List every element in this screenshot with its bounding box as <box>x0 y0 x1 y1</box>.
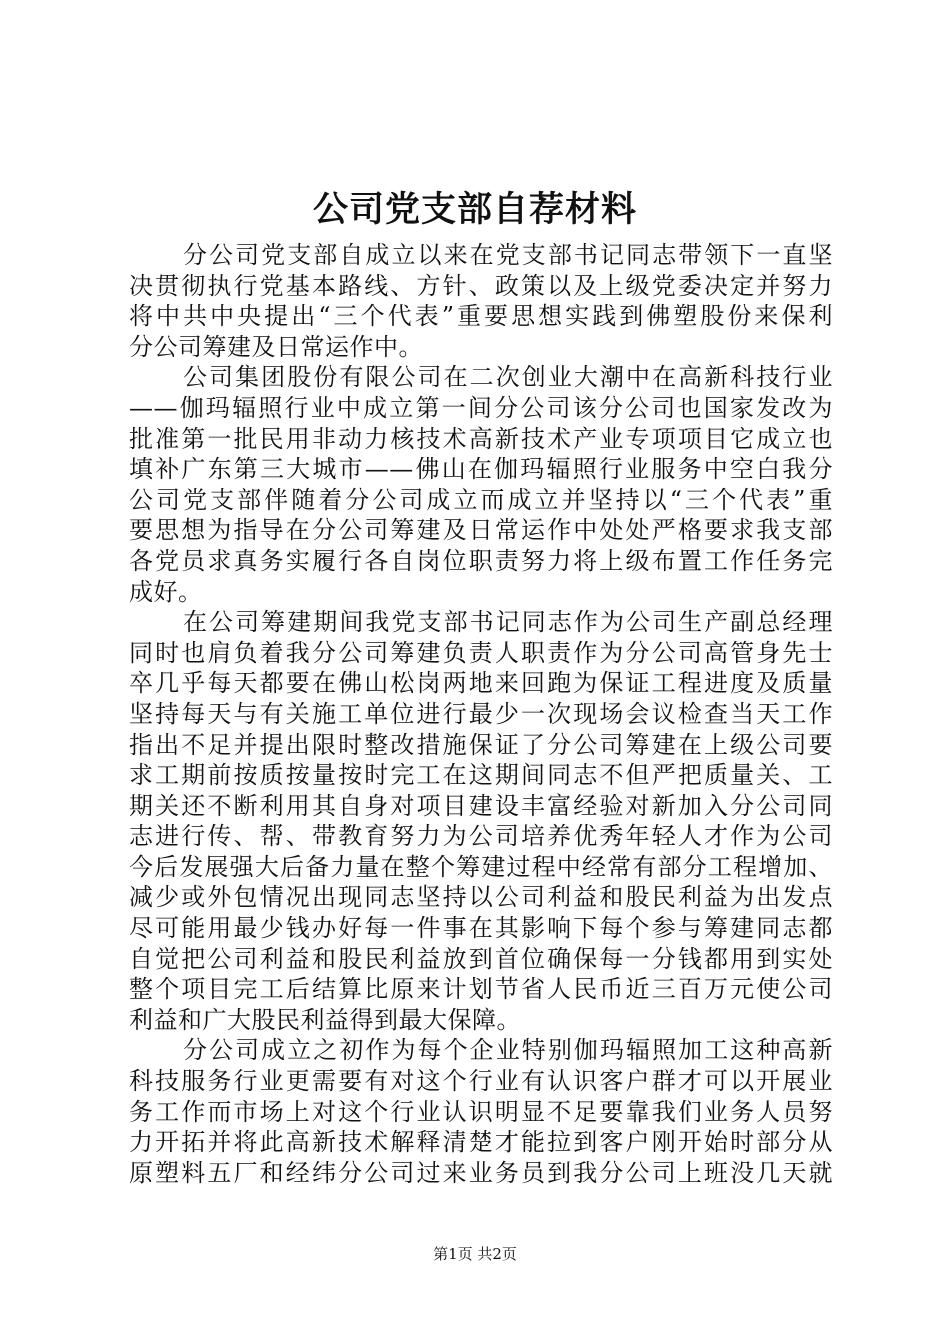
text-line: 公司党支部伴随着分公司成立而成立并坚持以“三个代表”重 <box>129 485 833 514</box>
text-line: 分公司筹建及日常运作中。 <box>129 332 423 361</box>
text-line: 力开拓并将此高新技术解释清楚才能拉到客户刚开始时部分从 <box>129 1128 833 1157</box>
text-line: 将中共中央提出“三个代表”重要思想实践到佛塑股份来保利 <box>129 302 833 331</box>
text-line: 志进行传、帮、带教育努力为公司培养优秀年轻人才作为公司 <box>129 822 833 851</box>
paragraph <box>129 607 833 1035</box>
text-line: 填补广东第三大城市——佛山在伽玛辐照行业服务中空白我分 <box>129 455 833 484</box>
paragraph <box>129 240 833 362</box>
text-line: 指出不足并提出限时整改措施保证了分公司筹建在上级公司要 <box>129 730 833 759</box>
text-line: 坚持每天与有关施工单位进行最少一次现场会议检查当天工作 <box>129 699 833 728</box>
text-line: 同时也肩负着我分公司筹建负责人职责作为分公司高管身先士 <box>129 638 833 667</box>
text-line: 求工期前按质按量按时完工在这期间同志不但严把质量关、工 <box>129 761 833 790</box>
text-line: 务工作而市场上对这个行业认识明显不足要靠我们业务人员努 <box>129 1097 833 1126</box>
text-line: ——伽玛辐照行业中成立第一间分公司该分公司也国家发改为 <box>129 393 833 422</box>
text-line: 各党员求真务实履行各自岗位职责努力将上级布置工作任务完 <box>129 546 833 575</box>
text-line: 分公司成立之初作为每个企业特别伽玛辐照加工这种高新 <box>183 1036 833 1065</box>
text-line: 期关还不断利用其自身对项目建设丰富经验对新加入分公司同 <box>129 791 833 820</box>
text-line: 公司集团股份有限公司在二次创业大潮中在高新科技行业 <box>183 363 833 392</box>
paragraph <box>129 1035 833 1188</box>
text-line: 在公司筹建期间我党支部书记同志作为公司生产副总经理 <box>183 608 833 637</box>
text-line: 整个项目完工后结算比原来计划节省人民币近三百万元使公司 <box>129 975 833 1004</box>
document-title: 公司党支部自荐材料 <box>312 190 637 230</box>
text-line: 卒几乎每天都要在佛山松岗两地来回跑为保证工程进度及质量 <box>129 669 833 698</box>
text-line: 分公司党支部自成立以来在党支部书记同志带领下一直坚 <box>183 241 833 269</box>
text-line: 自觉把公司利益和股民利益放到首位确保每一分钱都用到实处 <box>129 944 833 973</box>
text-line: 成好。 <box>129 577 203 606</box>
text-line: 原塑料五厂和经纬分公司过来业务员到我分公司上班没几天就 <box>129 1158 833 1187</box>
text-line: 减少或外包情况出现同志坚持以公司利益和股民利益为出发点 <box>129 883 833 912</box>
text-line: 今后发展强大后备力量在整个筹建过程中经常有部分工程增加、 <box>129 852 833 881</box>
text-line: 要思想为指导在分公司筹建及日常运作中处处严格要求我支部 <box>129 516 833 545</box>
text-line: 尽可能用最少钱办好每一件事在其影响下每个参与筹建同志都 <box>129 914 833 943</box>
document-body <box>129 240 833 1188</box>
text-line: 批准第一批民用非动力核技术高新技术产业专项项目它成立也 <box>129 424 833 453</box>
text-line: 决贯彻执行党基本路线、方针、政策以及上级党委决定并努力 <box>129 271 833 300</box>
page-footer: 第1页 共2页 <box>433 1245 517 1263</box>
paragraph <box>129 362 833 607</box>
text-line: 利益和广大股民利益得到最大保障。 <box>129 1005 521 1034</box>
text-line: 科技服务行业更需要有对这个行业有认识客户群才可以开展业 <box>129 1067 833 1096</box>
